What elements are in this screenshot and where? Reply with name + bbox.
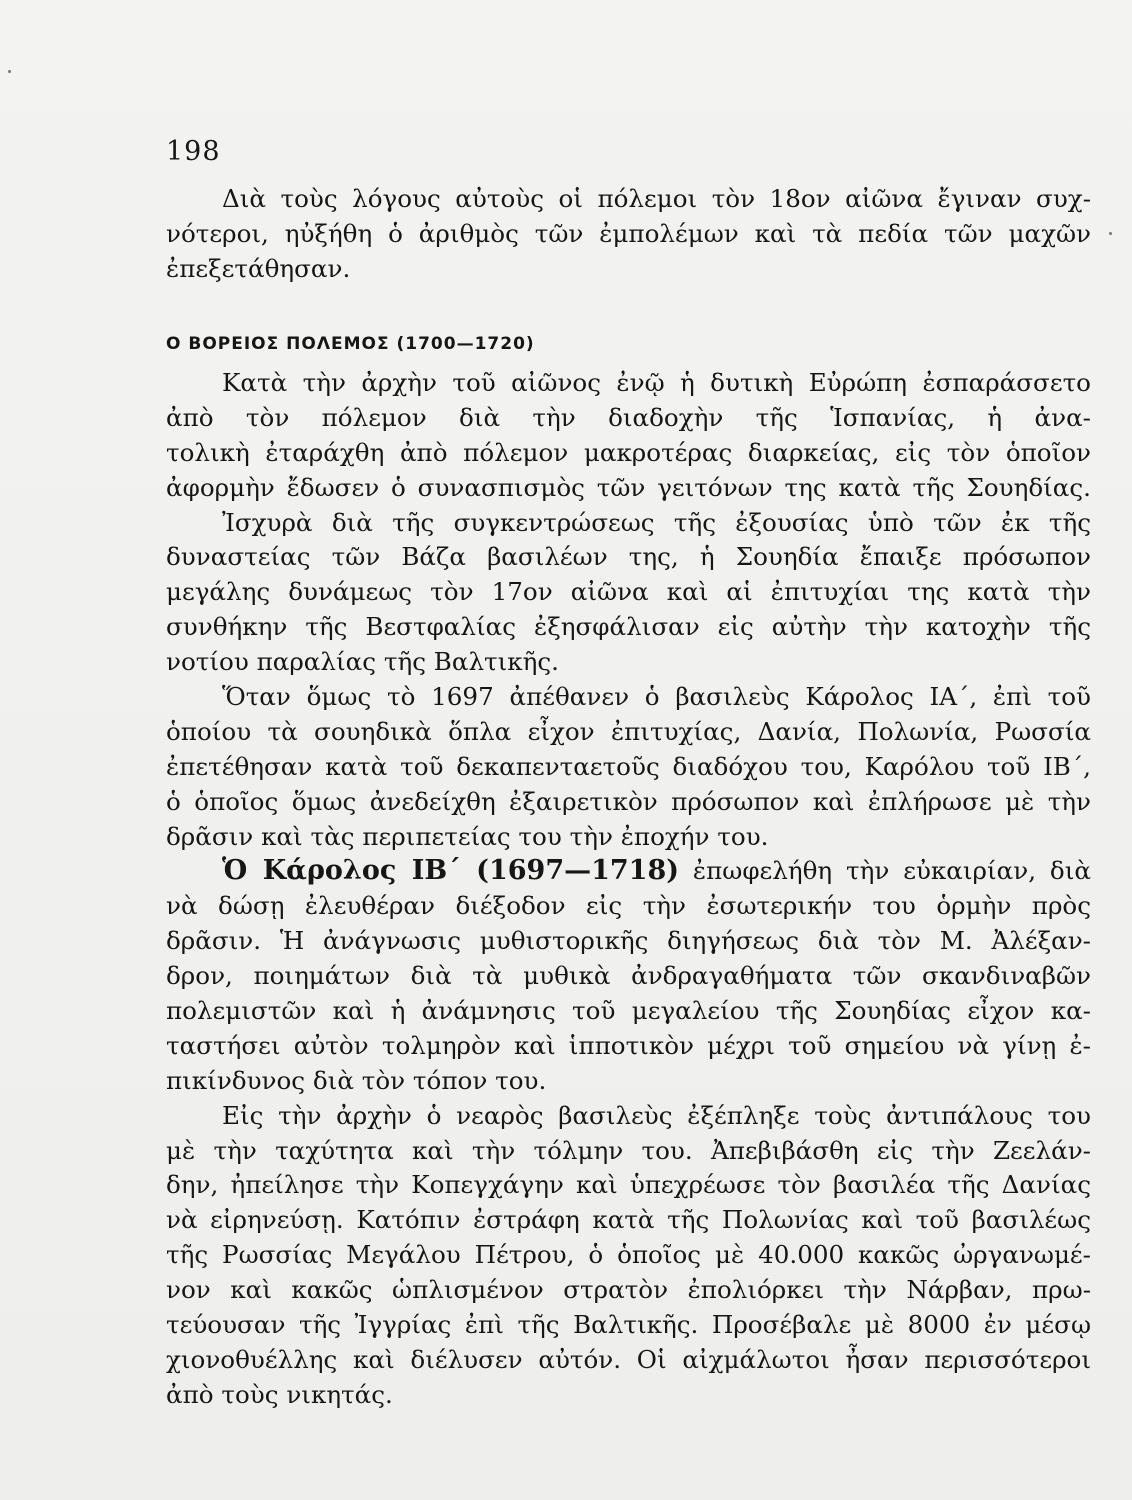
text-line: δρον, ποιημάτων διὰ τὰ μυθικὰ ἀνδραγαθήματα τῶν σκανδιναβῶν xyxy=(166,961,1091,991)
text-line: δρᾶσιν. Ἡ ἀνάγνωσις μυθιστορικῆς διηγήσεως διὰ τὸν Μ. Ἀλέξαν- xyxy=(166,926,1091,956)
section-heading: Ο ΒΟΡΕΙΟΣ ΠΟΛΕΜΟΣ (1700—1720) xyxy=(166,334,535,354)
text-line: χιονοθυέλλης καὶ διέλυσεν αὐτόν. Οἱ αἰχμάλωτοι ἦσαν περισσότεροι xyxy=(166,1344,1091,1374)
page-number: 198 xyxy=(166,136,221,167)
text-line: Κατὰ τὴν ἀρχὴν τοῦ αἰῶνος ἐνῷ ἡ δυτικὴ Εὐρώπη ἐσπαράσσετο xyxy=(222,368,1091,397)
text-line: ἀφορμὴν ἔδωσεν ὁ συνασπισμὸς τῶν γειτόνων της κατὰ τῆς Σουηδίας. xyxy=(166,472,1091,502)
text-line xyxy=(166,854,1091,889)
text-line: νὰ δώσῃ ἐλευθέραν διέξοδον εἰς τὴν ἐσωτερικήν του ὁρμὴν πρὸς xyxy=(166,891,1091,921)
text-line: νον καὶ κακῶς ὡπλισμένον στρατὸν ἐπολιόρκει τὴν Νάρβαν, πρω- xyxy=(166,1275,1091,1305)
text-line: τῆς Ρωσσίας Μεγάλου Πέτρου, ὁ ὁποῖος μὲ 40.000 κακῶς ὠργανωμέ- xyxy=(166,1240,1091,1270)
text-line: Διὰ τοὺς λόγους αὐτοὺς οἱ πόλεμοι τὸν 18ον αἰῶνα ἔγιναν συχ- xyxy=(222,184,1091,213)
text-line: πικίνδυνος διὰ τὸν τόπον του. xyxy=(166,1065,547,1095)
text-line: ἀπὸ τὸν πόλεμον διὰ τὴν διαδοχὴν τῆς Ἱσπανίας, ἡ ἀνα- xyxy=(166,402,1091,432)
text-line: ἐπετέθησαν κατὰ τοῦ δεκαπενταετοῦς διαδόχου του, Καρόλου τοῦ ΙΒ΄, xyxy=(166,751,1091,781)
text-line: μὲ τὴν ταχύτητα καὶ τὴν τόλμην του. Ἀπεβιβάσθη εἰς τὴν Ζεελάν- xyxy=(166,1135,1091,1165)
text-line: πολεμιστῶν καὶ ἡ ἀνάμνησις τοῦ μεγαλείου τῆς Σουηδίας εἶχον κα- xyxy=(166,996,1091,1026)
text-line: δρᾶσιν καὶ τὰς περιπετείας του τὴν ἐποχήν του. xyxy=(166,821,769,851)
text-line: τεύουσαν τῆς Ἰγγρίας ἐπὶ τῆς Βαλτικῆς. Προσέβαλε μὲ 8000 ἐν μέσῳ xyxy=(166,1310,1091,1340)
text-line: ὁποίου τὰ σουηδικὰ ὅπλα εἶχον ἐπιτυχίας, Δανία, Πολωνία, Ρωσσία xyxy=(166,716,1091,746)
section-body xyxy=(166,366,1091,1413)
run-in-text: ἐπωφελήθη τὴν εὐκαιρίαν, διὰ xyxy=(692,856,1091,886)
text-line: νὰ εἰρηνεύσῃ. Κατόπιν ἐστράφη κατὰ τῆς Πολωνίας καὶ τοῦ βασιλέως xyxy=(166,1205,1091,1235)
text-line: Ἰσχυρὰ διὰ τῆς συγκεντρώσεως τῆς ἐξουσίας ὑπὸ τῶν ἐκ τῆς xyxy=(222,507,1091,537)
text-line: ταστήσει αὐτὸν τολμηρὸν καὶ ἱπποτικὸν μέχρι τοῦ σημείου νὰ γίνῃ ἐ- xyxy=(166,1030,1091,1060)
text-line: Εἰς τὴν ἀρχὴν ὁ νεαρὸς βασιλεὺς ἐξέπληξε τοὺς ἀντιπάλους του xyxy=(222,1100,1091,1130)
text-line: νοτίου παραλίας τῆς Βαλτικῆς. xyxy=(166,647,559,677)
text-line: Ὅταν ὅμως τὸ 1697 ἀπέθανεν ὁ βασιλεὺς Κάρολος ΙΑ΄, ἐπὶ τοῦ xyxy=(222,682,1091,712)
text-line: ἐπεξετάθησαν. xyxy=(166,253,351,283)
text-line: νότεροι, ηὐξήθη ὁ ἀριθμὸς τῶν ἐμπολέμων καὶ τὰ πεδία τῶν μαχῶν xyxy=(166,218,1091,248)
text-line: ἀπὸ τοὺς νικητάς. xyxy=(166,1379,393,1409)
scan-speck xyxy=(8,70,11,73)
run-in-heading: Ὁ Κάρολος ΙΒ΄ (1697—1718) xyxy=(222,855,680,887)
intro-paragraph xyxy=(166,182,1091,287)
text-line: τολικὴ ἐταράχθη ἀπὸ πόλεμον μακροτέρας διαρκείας, εἰς τὸν ὁποῖον xyxy=(166,437,1091,467)
text-line: δυναστείας τῶν Βάζα βασιλέων της, ἡ Σουηδία ἔπαιξε πρόσωπον xyxy=(166,542,1091,572)
text-line: δην, ἠπείλησε τὴν Κοπεγχάγην καὶ ὑπεχρέωσε τὸν βασιλέα τῆς Δανίας xyxy=(166,1170,1091,1200)
scan-speck xyxy=(1109,232,1112,235)
text-line: ὁ ὁποῖος ὅμως ἀνεδείχθη ἐξαιρετικὸν πρόσωπον καὶ ἐπλήρωσε μὲ τὴν xyxy=(166,786,1091,816)
text-line: συνθήκην τῆς Βεστφαλίας ἐξησφάλισαν εἰς αὐτὴν τὴν κατοχὴν τῆς xyxy=(166,612,1091,642)
text-line: μεγάλης δυνάμεως τὸν 17ον αἰῶνα καὶ αἱ ἐπιτυχίαι της κατὰ τὴν xyxy=(166,577,1091,607)
